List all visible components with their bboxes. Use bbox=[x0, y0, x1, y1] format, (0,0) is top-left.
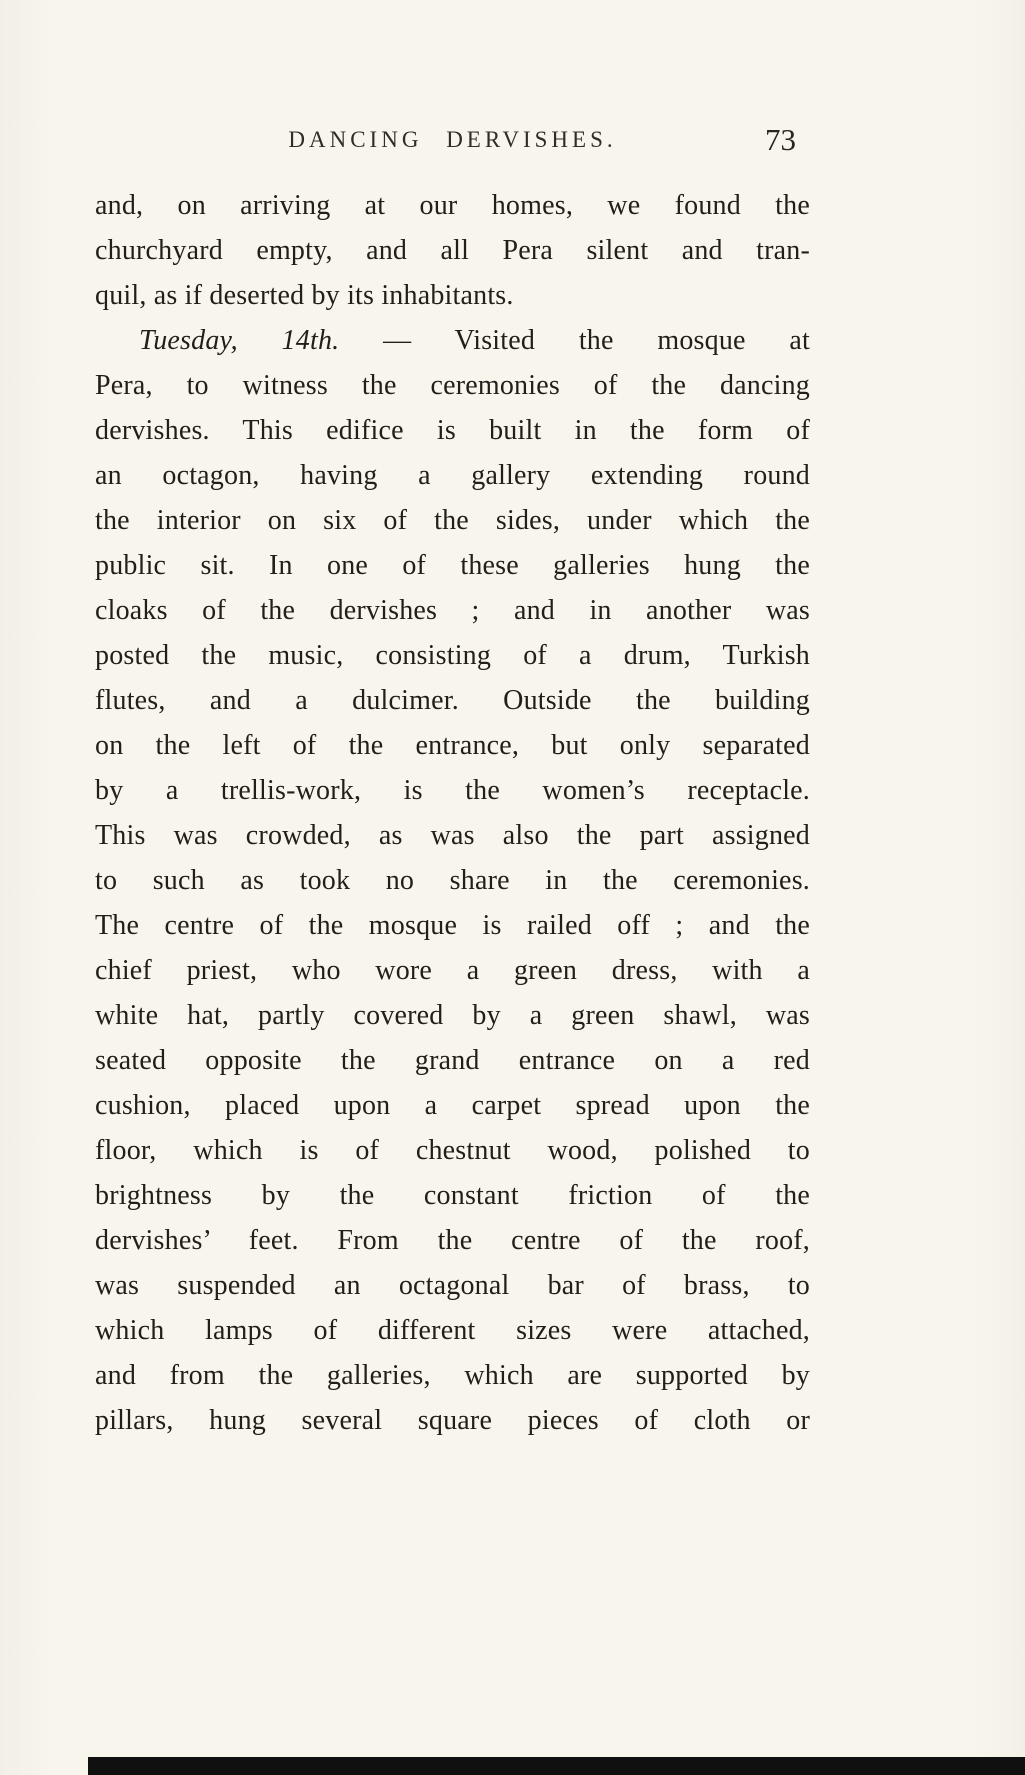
text-line: which lamps of different sizes were attached, bbox=[95, 1315, 810, 1346]
text-line: dervishes. This edifice is built in the form of bbox=[95, 415, 810, 446]
text-line: quil, as if deserted by its inhabitants. bbox=[95, 280, 514, 311]
text-line: the interior on six of the sides, under which the bbox=[95, 505, 810, 536]
text-line: cloaks of the dervishes ; and in another was bbox=[95, 595, 810, 626]
text-line: white hat, partly covered by a green shawl, was bbox=[95, 1000, 810, 1031]
text-line: and from the galleries, which are supported by bbox=[95, 1360, 810, 1391]
text-line: on the left of the entrance, but only separated bbox=[95, 730, 810, 761]
body-text bbox=[95, 183, 810, 1443]
text-line: posted the music, consisting of a drum, Turkish bbox=[95, 640, 810, 671]
text-line: seated opposite the grand entrance on a red bbox=[95, 1045, 810, 1076]
text-line: chief priest, who wore a green dress, with a bbox=[95, 955, 810, 986]
text-line: an octagon, having a gallery extending round bbox=[95, 460, 810, 491]
text-line: cushion, placed upon a carpet spread upon the bbox=[95, 1090, 810, 1121]
text-line: to such as took no share in the ceremonies. bbox=[95, 865, 810, 896]
text-line: brightness by the constant friction of the bbox=[95, 1180, 810, 1211]
page-header bbox=[95, 122, 810, 156]
running-title: DANCING DERVISHES. bbox=[288, 127, 617, 152]
text-line: Tuesday, 14th. — Visited the mosque at bbox=[139, 325, 810, 356]
text-line: pillars, hung several square pieces of cloth or bbox=[95, 1405, 810, 1436]
text-line: by a trellis-work, is the women’s receptacle. bbox=[95, 775, 810, 806]
text-line: flutes, and a dulcimer. Outside the building bbox=[95, 685, 810, 716]
text-line: Pera, to witness the ceremonies of the dancing bbox=[95, 370, 810, 401]
text-line: dervishes’ feet. From the centre of the roof, bbox=[95, 1225, 810, 1256]
text-line: public sit. In one of these galleries hung the bbox=[95, 550, 810, 581]
text-line: churchyard empty, and all Pera silent and tran- bbox=[95, 235, 810, 266]
page-number: 73 bbox=[765, 122, 796, 157]
scan-artifact-bar bbox=[88, 1757, 1025, 1775]
text-line: was suspended an octagonal bar of brass, to bbox=[95, 1270, 810, 1301]
text-line: The centre of the mosque is railed off ; and the bbox=[95, 910, 810, 941]
text-line: and, on arriving at our homes, we found the bbox=[95, 190, 810, 221]
text-line: This was crowded, as was also the part assigned bbox=[95, 820, 810, 851]
text-line: floor, which is of chestnut wood, polished to bbox=[95, 1135, 810, 1166]
